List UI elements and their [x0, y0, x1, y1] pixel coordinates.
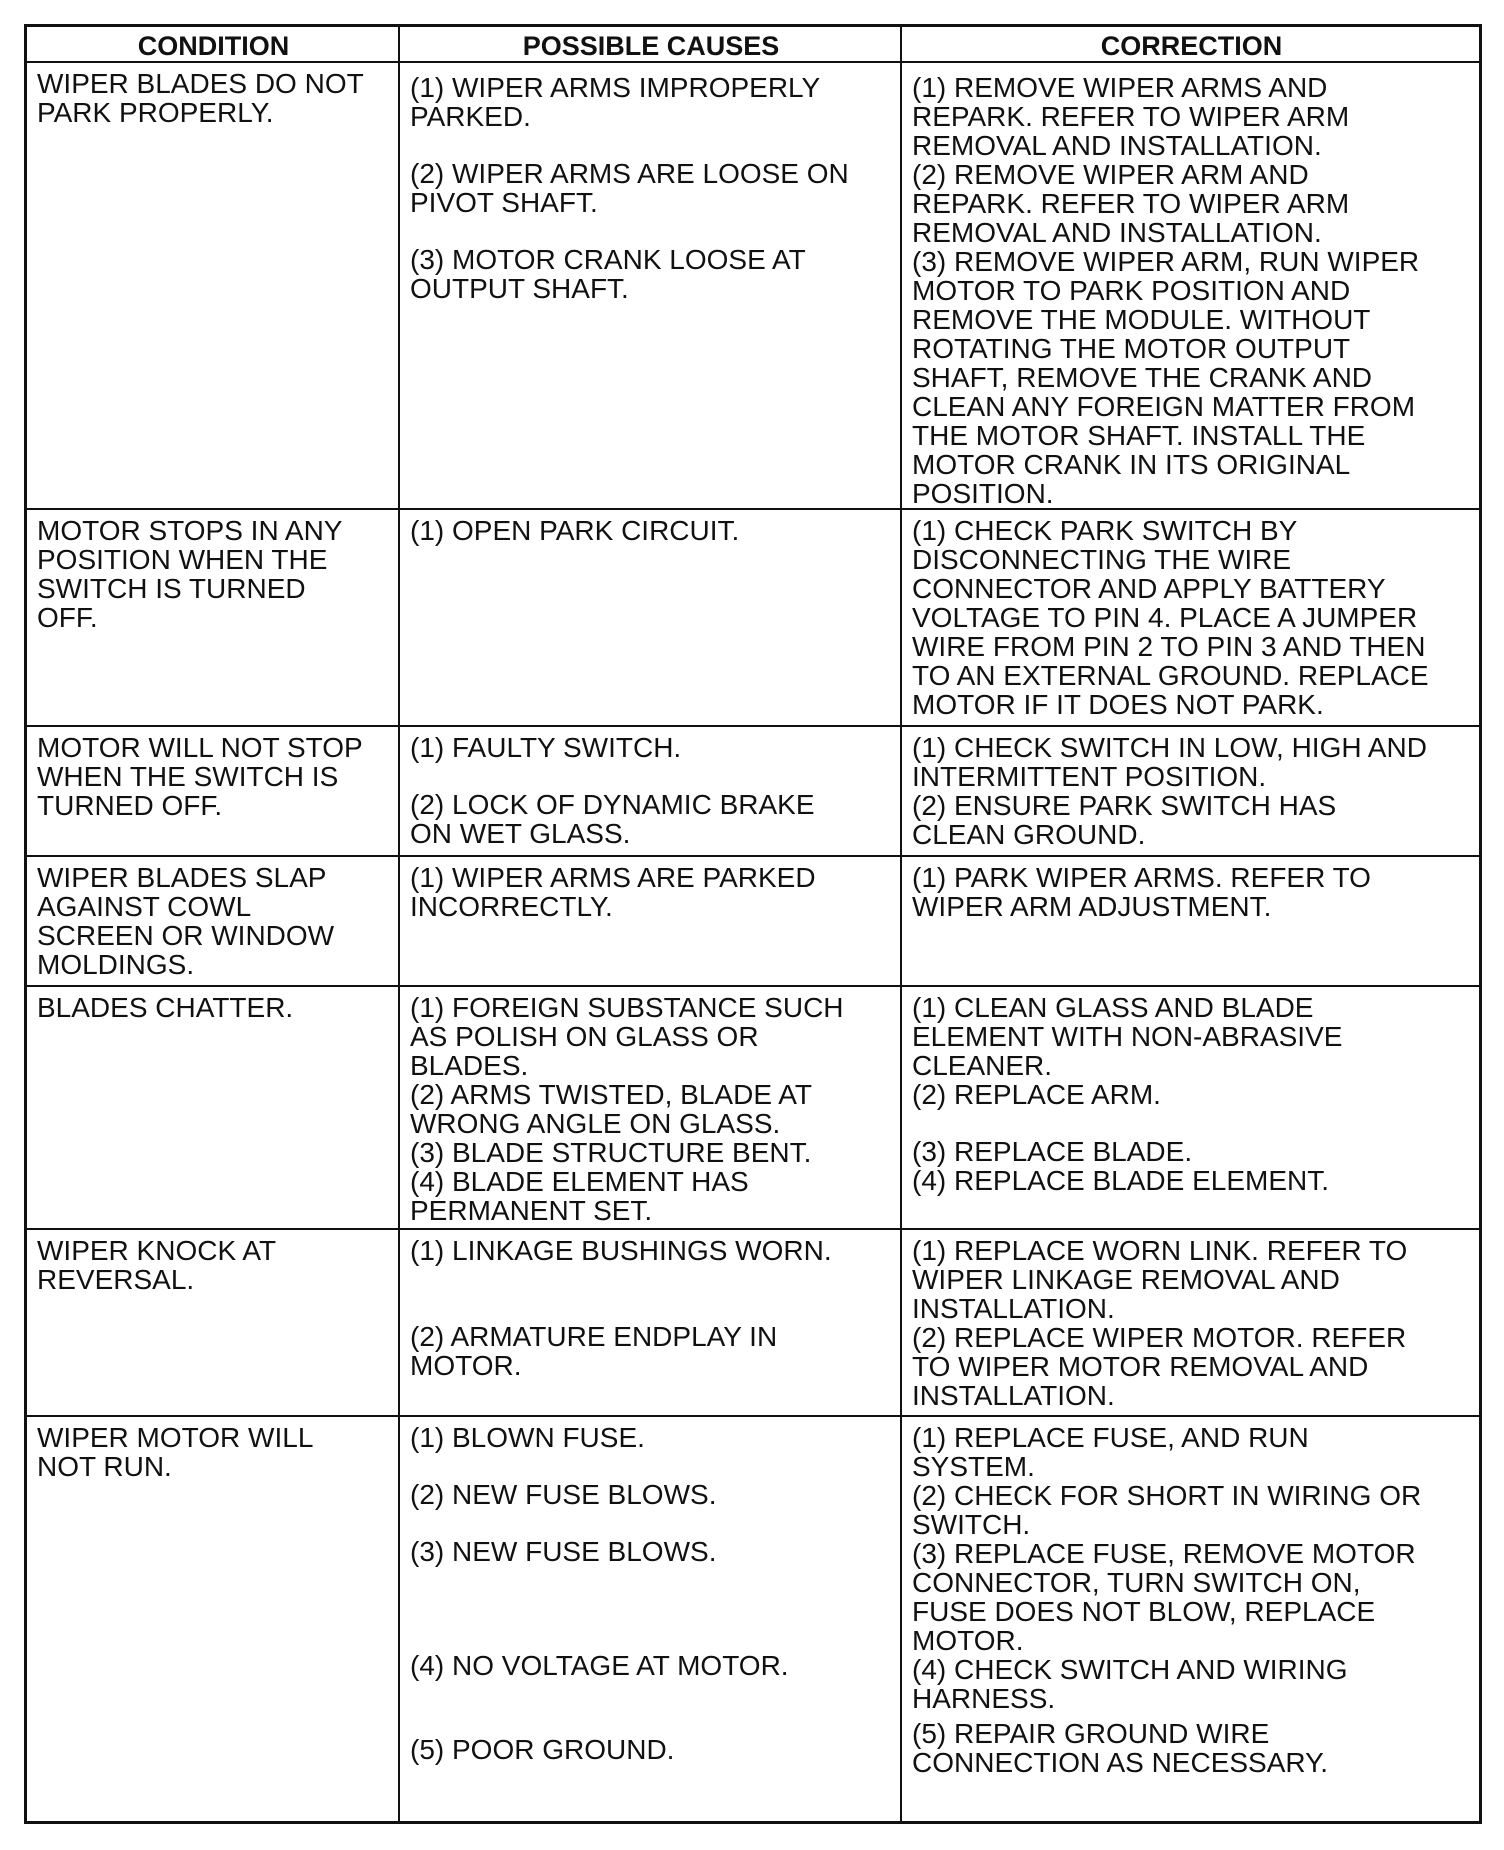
correction-cell [902, 1230, 1479, 1415]
cause-item: (2) ARMATURE ENDPLAY IN MOTOR. [410, 1321, 778, 1381]
causes-cell [400, 1417, 902, 1821]
table-row [27, 510, 1479, 727]
cause-item: (3) NEW FUSE BLOWS. [410, 1536, 717, 1567]
condition-text: WIPER KNOCK AT REVERSAL. [37, 1235, 277, 1295]
correction-item: (3) REPLACE BLADE. [912, 1136, 1193, 1167]
causes-cell [400, 857, 902, 985]
correction-cell [902, 1417, 1479, 1821]
correction-item: (1) CHECK PARK SWITCH BY DISCONNECTING THE WIRE CONNECTOR AND APPLY BATTERY VOLTAGE TO PIN 4. PLACE A JUMPER WIRE FROM PIN 2 TO PIN 3 AND THEN TO AN EXTERNAL GROUND. REPLACE MOTOR IF IT DOES NOT PARK. [912, 515, 1429, 720]
condition-cell [27, 1417, 400, 1821]
condition-cell [27, 857, 400, 985]
header-correction: CORRECTION [1100, 31, 1283, 61]
condition-text: WIPER MOTOR WILL NOT RUN. [37, 1422, 314, 1482]
cause-item: (4) BLADE ELEMENT HAS PERMANENT SET. [410, 1166, 749, 1226]
correction-cell [902, 510, 1479, 725]
cause-item: (3) MOTOR CRANK LOOSE AT OUTPUT SHAFT. [410, 244, 806, 304]
correction-cell [902, 987, 1479, 1228]
cause-item: (1) OPEN PARK CIRCUIT. [410, 515, 740, 546]
table-row [27, 1230, 1479, 1417]
table-row [27, 727, 1479, 857]
cause-item: (2) NEW FUSE BLOWS. [410, 1479, 717, 1510]
correction-item: (1) REMOVE WIPER ARMS AND REPARK. REFER TO WIPER ARM REMOVAL AND INSTALLATION. [912, 72, 1350, 161]
cause-item: (1) WIPER ARMS ARE PARKED INCORRECTLY. [410, 862, 816, 922]
condition-text: WIPER BLADES SLAP AGAINST COWL SCREEN OR WINDOW MOLDINGS. [37, 862, 335, 980]
correction-cell [902, 63, 1479, 508]
diagnosis-table [24, 24, 1482, 1824]
header-condition: CONDITION [27, 27, 400, 61]
table-row [27, 857, 1479, 987]
condition-text: MOTOR STOPS IN ANY POSITION WHEN THE SWITCH IS TURNED OFF. [37, 515, 343, 633]
cause-item: (1) LINKAGE BUSHINGS WORN. [410, 1235, 832, 1266]
correction-item: (3) REPLACE FUSE, REMOVE MOTOR CONNECTOR, TURN SWITCH ON, FUSE DOES NOT BLOW, REPLACE MOTOR. [912, 1538, 1416, 1656]
correction-item: (4) REPLACE BLADE ELEMENT. [912, 1165, 1330, 1196]
cause-item: (4) NO VOLTAGE AT MOTOR. [410, 1650, 789, 1681]
condition-cell [27, 727, 400, 855]
cause-item: (1) FOREIGN SUBSTANCE SUCH AS POLISH ON GLASS OR BLADES. [410, 992, 844, 1081]
correction-item: (2) REMOVE WIPER ARM AND REPARK. REFER TO WIPER ARM REMOVAL AND INSTALLATION. [912, 159, 1350, 248]
correction-item: (1) CLEAN GLASS AND BLADE ELEMENT WITH NON-ABRASIVE CLEANER. [912, 992, 1343, 1081]
cause-item: (2) WIPER ARMS ARE LOOSE ON PIVOT SHAFT. [410, 158, 849, 218]
cause-item: (3) BLADE STRUCTURE BENT. [410, 1137, 812, 1168]
table-row [27, 63, 1479, 510]
causes-cell [400, 987, 902, 1228]
cause-item: (2) ARMS TWISTED, BLADE AT WRONG ANGLE ON GLASS. [410, 1079, 812, 1139]
correction-item: (1) REPLACE FUSE, AND RUN SYSTEM. [912, 1422, 1309, 1482]
correction-item: (1) REPLACE WORN LINK. REFER TO WIPER LINKAGE REMOVAL AND INSTALLATION. [912, 1235, 1408, 1324]
header-possible-causes: POSSIBLE CAUSES [400, 27, 902, 61]
correction-cell [902, 857, 1479, 985]
condition-cell [27, 1230, 400, 1415]
correction-item: (2) REPLACE ARM. [912, 1079, 1161, 1110]
correction-item: (3) REMOVE WIPER ARM, RUN WIPER MOTOR TO PARK POSITION AND REMOVE THE MODULE. WITHOUT ROTATING THE MOTOR OUTPUT SHAFT, REMOVE THE CRANK AND CLEAN ANY FOREIGN MATTER FROM THE MOTOR SHAFT. INSTALL THE MOTOR CRANK IN ITS ORIGINAL POSITION. [912, 246, 1420, 509]
condition-cell [27, 987, 400, 1228]
cause-item: (2) LOCK OF DYNAMIC BRAKE ON WET GLASS. [410, 789, 815, 849]
cause-item: (1) FAULTY SWITCH. [410, 732, 682, 763]
condition-text: WIPER BLADES DO NOT PARK PROPERLY. [37, 68, 364, 128]
cause-item: (1) BLOWN FUSE. [410, 1422, 645, 1453]
correction-item: (1) PARK WIPER ARMS. REFER TO WIPER ARM ADJUSTMENT. [912, 862, 1371, 922]
cause-item: (5) POOR GROUND. [410, 1734, 675, 1765]
causes-cell [400, 727, 902, 855]
correction-item: (5) REPAIR GROUND WIRE CONNECTION AS NECESSARY. [912, 1718, 1328, 1778]
condition-text: MOTOR WILL NOT STOP WHEN THE SWITCH IS TURNED OFF. [37, 732, 363, 821]
causes-cell [400, 510, 902, 725]
correction-item: (4) CHECK SWITCH AND WIRING HARNESS. [912, 1654, 1348, 1714]
correction-item: (2) CHECK FOR SHORT IN WIRING OR SWITCH. [912, 1480, 1422, 1540]
correction-item: (1) CHECK SWITCH IN LOW, HIGH AND INTERMITTENT POSITION. [912, 732, 1427, 792]
causes-cell [400, 1230, 902, 1415]
condition-text: BLADES CHATTER. [37, 992, 294, 1023]
cause-item: (1) WIPER ARMS IMPROPERLY PARKED. [410, 72, 821, 132]
table-row [27, 987, 1479, 1230]
table-header-row [27, 27, 1479, 63]
correction-cell [902, 727, 1479, 855]
condition-cell [27, 510, 400, 725]
table-row [27, 1417, 1479, 1821]
causes-cell [400, 63, 902, 508]
correction-item: (2) ENSURE PARK SWITCH HAS CLEAN GROUND. [912, 790, 1337, 850]
condition-cell [27, 63, 400, 508]
correction-item: (2) REPLACE WIPER MOTOR. REFER TO WIPER MOTOR REMOVAL AND INSTALLATION. [912, 1322, 1407, 1411]
